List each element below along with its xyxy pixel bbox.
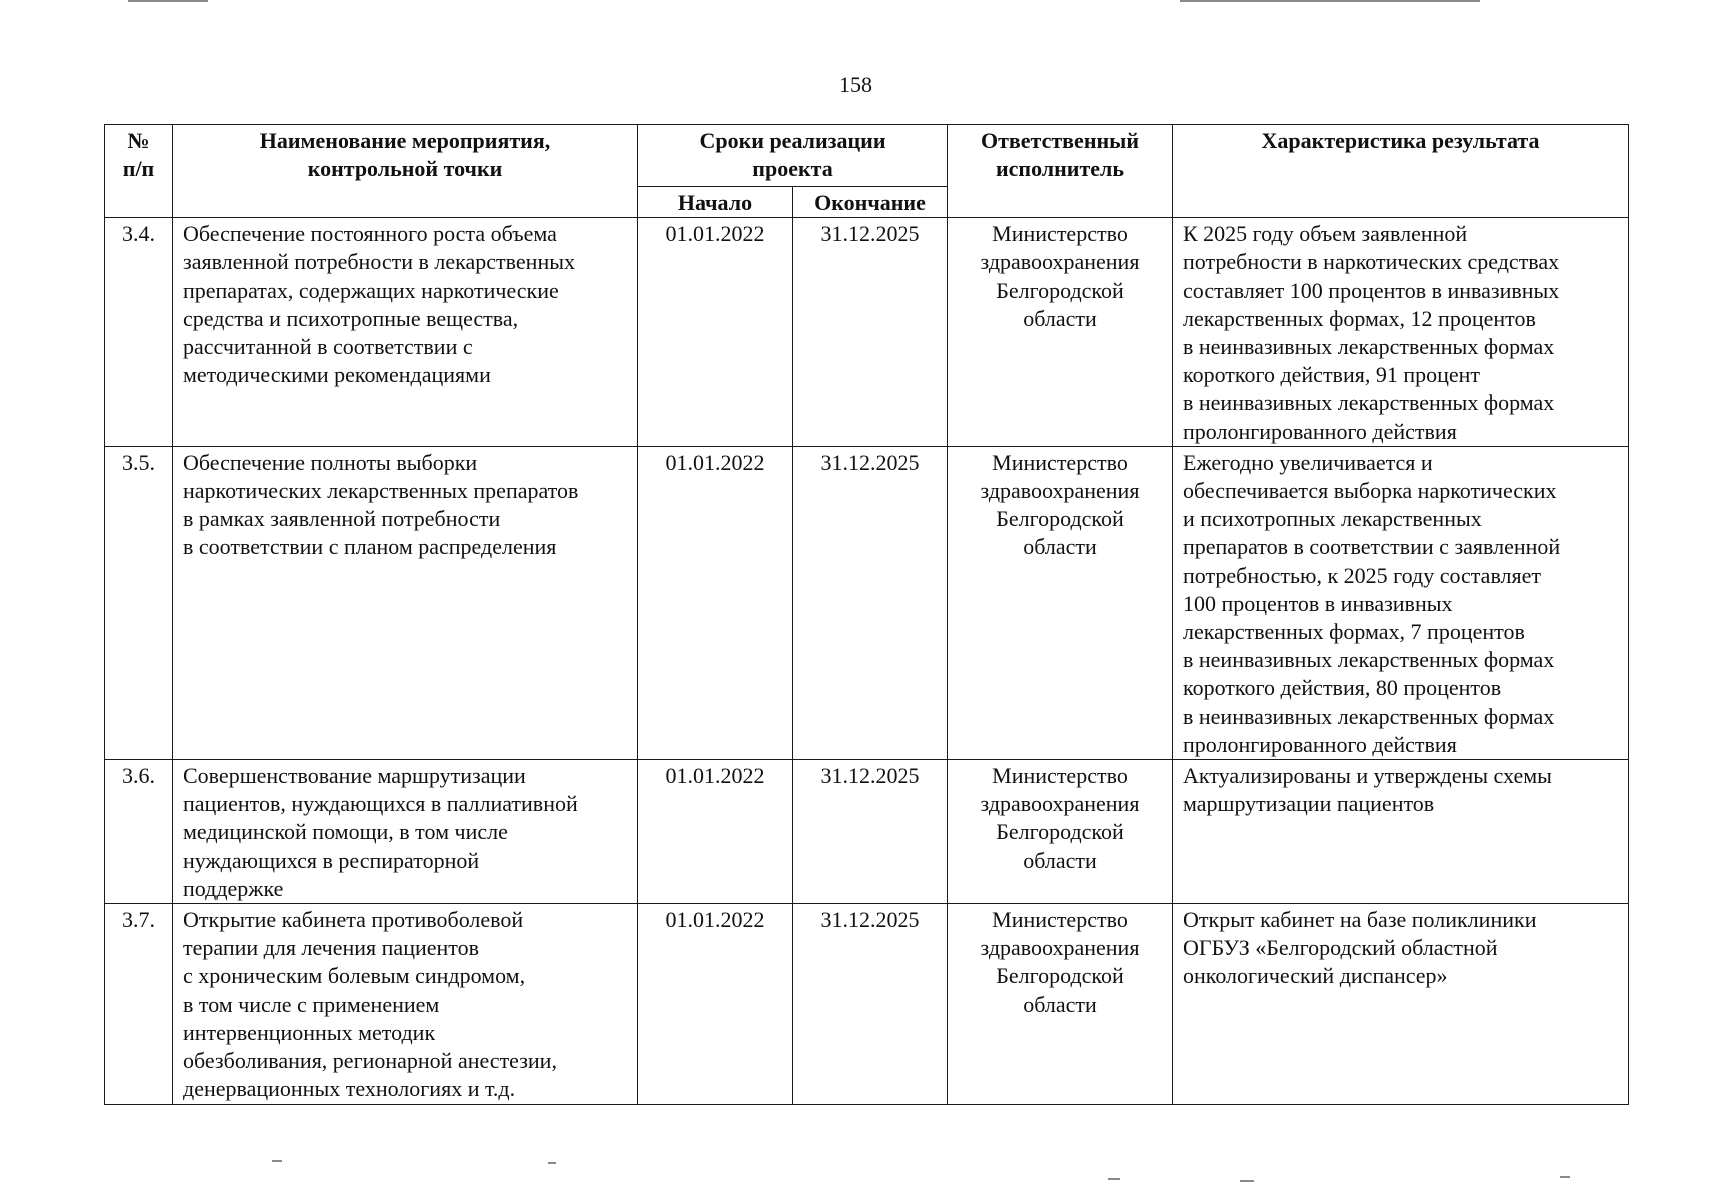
table-row	[105, 446, 1629, 759]
row-executor: Министерство здравоохранения Белгородской области	[948, 760, 1173, 904]
table-row	[105, 760, 1629, 904]
row-result: Ежегодно увеличивается и обеспечивается выборка наркотических и психотропных лекарственных препаратов в соответствии с заявленной потребностью, к 2025 году составляет 100 процентов в инвазивных лекарственных формах, 7 процентов в неинвазивных лекарственных формах короткого действия, 80 процентов в неинвазивных лекарственных формах пролонгированного действия	[1173, 446, 1629, 759]
row-executor: Министерство здравоохранения Белгородской области	[948, 904, 1173, 1104]
header-end: Окончание	[793, 187, 948, 218]
row-end-date: 31.12.2025	[793, 446, 948, 759]
row-activity-name: Открытие кабинета противоболевой терапии для лечения пациентов с хроническим болевым синдромом, в том числе с применением интервенционных методик обезболивания, регионарной анестезии, денервационных технологиях и т.д.	[173, 904, 638, 1104]
row-activity-name: Обеспечение полноты выборки наркотических лекарственных препаратов в рамках заявленной потребности в соответствии с планом распределения	[173, 446, 638, 759]
table-header-row	[105, 125, 1629, 187]
row-num: 3.6.	[105, 760, 173, 904]
scan-artifact	[548, 1162, 556, 1164]
row-num: 3.7.	[105, 904, 173, 1104]
row-end-date: 31.12.2025	[793, 904, 948, 1104]
activities-table	[104, 124, 1629, 1105]
scan-artifact	[128, 0, 208, 2]
row-start-date: 01.01.2022	[638, 446, 793, 759]
scan-artifact	[1560, 1176, 1570, 1178]
row-executor: Министерство здравоохранения Белгородской области	[948, 446, 1173, 759]
row-activity-name: Совершенствование маршрутизации пациентов, нуждающихся в паллиативной медицинской помощи, в том числе нуждающихся в респираторной поддержке	[173, 760, 638, 904]
table-row	[105, 904, 1629, 1104]
row-result: Актуализированы и утверждены схемы маршрутизации пациентов	[1173, 760, 1629, 904]
row-num: 3.4.	[105, 218, 173, 447]
header-executor: Ответственный исполнитель	[948, 125, 1173, 218]
row-num: 3.5.	[105, 446, 173, 759]
row-result: Открыт кабинет на базе поликлиники ОГБУЗ «Белгородский областной онкологический диспансер»	[1173, 904, 1629, 1104]
row-end-date: 31.12.2025	[793, 218, 948, 447]
row-result: К 2025 году объем заявленной потребности в наркотических средствах составляет 100 процентов в инвазивных лекарственных формах, 12 процентов в неинвазивных лекарственных формах короткого действия, 91 процент в неинвазивных лекарственных формах пролонгированного действия	[1173, 218, 1629, 447]
scan-artifact	[1180, 0, 1480, 2]
header-num: № п/п	[105, 125, 173, 218]
header-name: Наименование мероприятия, контрольной точки	[173, 125, 638, 218]
header-period: Сроки реализации проекта	[638, 125, 948, 187]
row-start-date: 01.01.2022	[638, 218, 793, 447]
header-start: Начало	[638, 187, 793, 218]
page-number: 158	[839, 72, 872, 97]
table-row	[105, 218, 1629, 447]
header-result: Характеристика результата	[1173, 125, 1629, 218]
row-start-date: 01.01.2022	[638, 760, 793, 904]
row-end-date: 31.12.2025	[793, 760, 948, 904]
row-activity-name: Обеспечение постоянного роста объема заявленной потребности в лекарственных препаратах, содержащих наркотические средства и психотропные вещества, рассчитанной в соответствии с методическими рекомендациями	[173, 218, 638, 447]
scan-artifact	[272, 1160, 282, 1162]
scan-artifact	[1108, 1178, 1120, 1180]
row-executor: Министерство здравоохранения Белгородской области	[948, 218, 1173, 447]
scan-artifact	[1240, 1180, 1254, 1182]
row-start-date: 01.01.2022	[638, 904, 793, 1104]
